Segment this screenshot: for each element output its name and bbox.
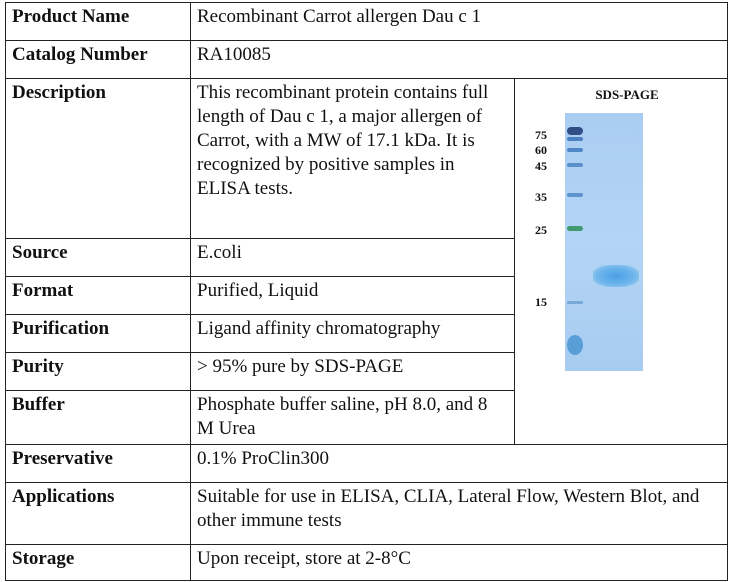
label-applications: Applications	[6, 483, 191, 545]
ladder-band-70	[567, 137, 583, 141]
label-buffer: Buffer	[6, 391, 191, 445]
value-storage: Upon receipt, store at 2-8°C	[191, 545, 728, 581]
label-purity: Purity	[6, 353, 191, 391]
label-source: Source	[6, 239, 191, 277]
ladder-band-60	[567, 148, 583, 152]
ladder-band-25	[567, 226, 583, 231]
value-purity: > 95% pure by SDS-PAGE	[191, 353, 515, 391]
value-preservative: 0.1% ProClin300	[191, 445, 728, 483]
ladder-dye-front	[567, 335, 583, 355]
value-product-name: Recombinant Carrot allergen Dau c 1	[191, 3, 728, 41]
row-storage	[6, 545, 728, 581]
ladder-band-75	[567, 127, 583, 135]
marker-35: 35	[535, 190, 547, 204]
marker-25: 25	[535, 223, 547, 237]
label-format: Format	[6, 277, 191, 315]
sds-page-title: SDS-PAGE	[595, 87, 659, 102]
value-applications: Suitable for use in ELISA, CLIA, Lateral Flow, Western Blot, and other immune tests	[191, 483, 728, 545]
label-purification: Purification	[6, 315, 191, 353]
label-preservative: Preservative	[6, 445, 191, 483]
value-source: E.coli	[191, 239, 515, 277]
value-description: This recombinant protein contains full length of Dau c 1, a major allergen of Carrot, with a MW of 17.1 kDa. It is recognized by positive samples in ELISA tests.	[191, 79, 515, 239]
marker-45: 45	[535, 159, 547, 173]
value-format: Purified, Liquid	[191, 277, 515, 315]
row-catalog-number	[6, 41, 728, 79]
label-storage: Storage	[6, 545, 191, 581]
ladder-band-35	[567, 193, 583, 197]
value-purification: Ligand affinity chromatography	[191, 315, 515, 353]
sds-page-panel	[515, 79, 728, 445]
sds-page-figure	[521, 107, 721, 407]
marker-15: 15	[535, 295, 547, 309]
sample-band-dau-c-1	[593, 265, 639, 287]
row-applications	[6, 483, 728, 545]
ladder-band-15	[567, 301, 583, 304]
marker-75: 75	[535, 128, 547, 142]
row-preservative	[6, 445, 728, 483]
label-product-name: Product Name	[6, 3, 191, 41]
row-description	[6, 79, 728, 239]
value-buffer: Phosphate buffer saline, pH 8.0, and 8 M Urea	[191, 391, 515, 445]
label-description: Description	[6, 79, 191, 239]
label-catalog-number: Catalog Number	[6, 41, 191, 79]
ladder-band-45	[567, 163, 583, 167]
product-spec-table	[5, 2, 728, 581]
row-product-name	[6, 3, 728, 41]
gel-image	[565, 113, 643, 371]
marker-60: 60	[535, 143, 547, 157]
value-catalog-number: RA10085	[191, 41, 728, 79]
